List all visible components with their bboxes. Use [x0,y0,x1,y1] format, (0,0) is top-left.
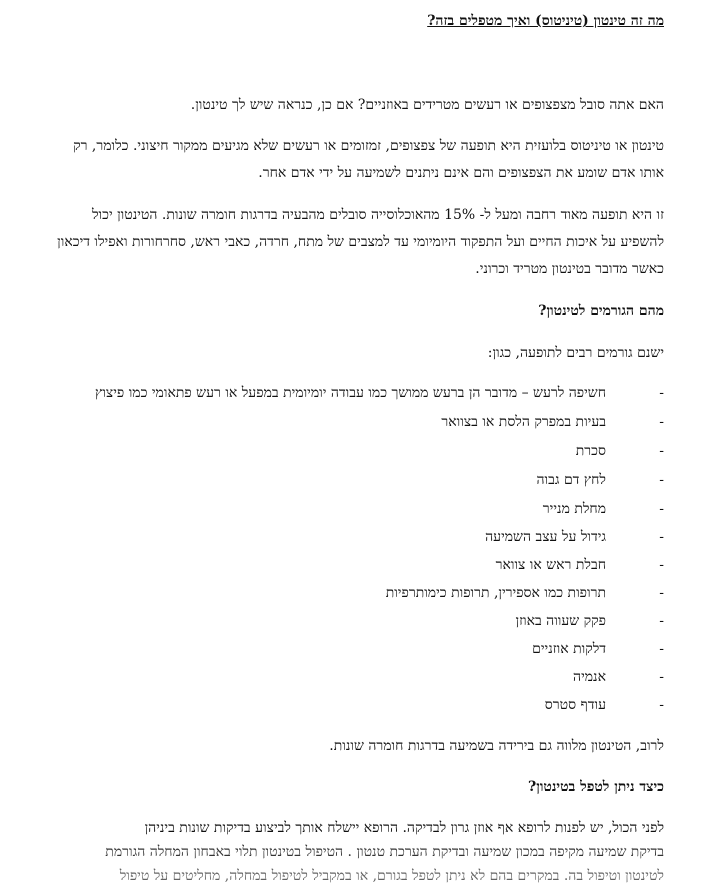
list-dash: - [659,641,664,657]
list-item-text: דלקות אוזניים [532,641,606,657]
list-dash: - [659,697,664,713]
paragraph-line: אותו אדם שומע את הצפצופים והם אינם ניתנים לשמיעה על ידי אדם אחר. [258,165,664,181]
list-dash: - [659,669,664,685]
paragraph-line: להשפיע על איכות החיים ועל התפקוד היומיומי עד למצבים של מתח, חרדה, כאבי ראש, סחרחורות ואפילו דיכאון [57,234,664,250]
list-dash: - [659,501,664,517]
list-dash: - [659,557,664,573]
page-title: מה זה טינטון (טיניטוס) ואיך מטפלים בזה? [427,13,664,29]
paragraph-line: לפני הכול, יש לפנות לרופא אף אוזן גרון לבדיקה. הרופא יישלח אותך לביצוע בדיקות שונות ביניהן [144,820,664,836]
paragraph-line: כאשר מדובר בטינטון מטריד וכרוני. [475,261,664,277]
list-item-text: סכרת [575,443,606,459]
paragraph-line: זו היא תופעה מאוד רחבה ומעל ל- 15% מהאוכלוסייה סובלים מהבעיה בדרגות חומרה שונות. הטינטון יכול [92,207,664,223]
treatment-heading: כיצד ניתן לטפל בטינטון? [528,779,664,795]
list-item-text: מחלת מנייר [542,501,606,517]
list-dash: - [659,414,664,430]
list-item-text: לחץ דם גבוה [536,472,606,488]
list-item-text: גידול על עצב השמיעה [485,529,606,545]
list-item-text: חבלת ראש או צוואר [495,557,606,573]
list-dash: - [659,443,664,459]
causes-heading: מהם הגורמים לטינטון? [538,303,664,319]
list-dash: - [659,385,664,401]
list-item-text: בעיות במפרק הלסת או בצוואר [441,414,606,430]
paragraph-line: טינטון או טיניטוס בלועזית היא תופעה של צפצופים, זמזומים או רעשים שלא מגיעים ממקור חיצוני. כלומר, רק [73,138,664,154]
list-dash: - [659,585,664,601]
list-dash: - [659,529,664,545]
paragraph-line: לטינטון וטיפול בה. במקרים בהם לא ניתן לטפל בגורם, או במקביל לטיפול במחלה, מחליטים על טיפול [119,868,664,884]
list-item-text: תרופות כמו אספירין, תרופות כימותרפיות [385,585,606,601]
list-item-text: עודף סטרס [544,697,606,713]
paragraph-line: בדיקת שמיעה מקיפה במכון שמיעה ובדיקת הערכת טנטון . הטיפול בטינטון תלוי באבחון המחלה הגורמת [105,844,664,860]
list-dash: - [659,613,664,629]
causes-intro: ישנם גורמים רבים לתופעה, כגון: [487,345,664,361]
list-item-text: פקק שעווה באוזן [515,613,606,629]
list-item-text: חשיפה לרעש – מדובר הן ברעש ממושך כמו עבודה יומיומית במפעל או רעש פתאומי כמו פיצוץ [95,385,606,401]
intro-question: האם אתה סובל מצפצופים או רעשים מטרידים באוזניים? אם כן, כנראה שיש לך טינטון. [190,97,664,113]
list-dash: - [659,472,664,488]
list-item-text: אנמיה [573,669,606,685]
hearing-note: לרוב, הטינטון מלווה גם בירידה בשמיעה בדרגות חומרה שונות. [329,738,664,754]
